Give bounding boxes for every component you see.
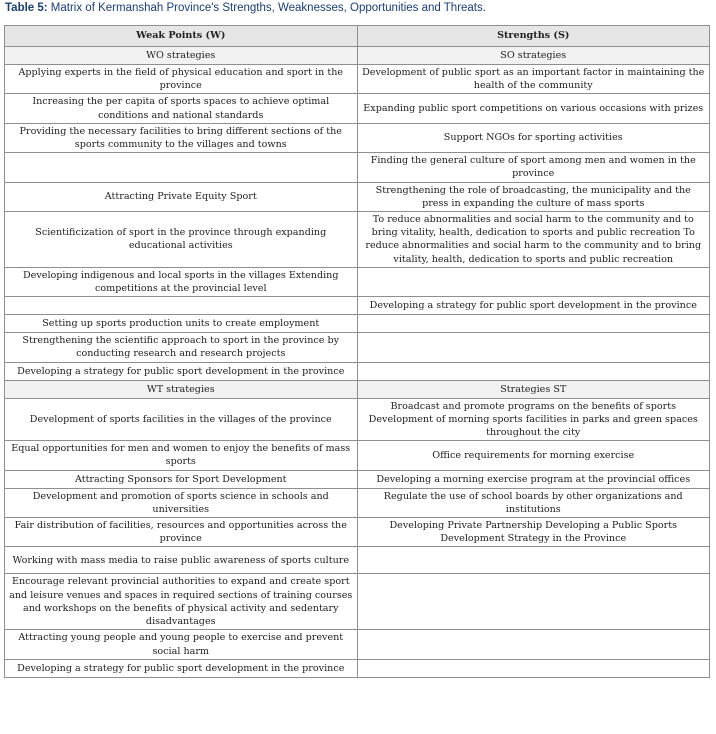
strength-cell: Developing Private Partnership Developing a Public Sports Development Strategy in the Province (357, 518, 710, 547)
strength-cell: Developing a morning exercise program at the provincial offices (357, 470, 710, 488)
strength-cell: Strategies ST (357, 380, 710, 398)
weak-point-cell: Fair distribution of facilities, resources and opportunities across the province (5, 518, 358, 547)
weak-point-cell: Attracting Private Equity Sport (5, 182, 358, 211)
weak-point-cell: Strengthening the scientific approach to sport in the province by conducting research and research projects (5, 333, 358, 362)
strength-cell (357, 659, 710, 677)
table-row (5, 470, 710, 488)
strength-cell: Regulate the use of school boards by other organizations and institutions (357, 488, 710, 517)
table-row (5, 123, 710, 152)
strength-cell (357, 574, 710, 630)
weak-point-cell: Attracting young people and young people to exercise and prevent social harm (5, 630, 358, 659)
weak-point-cell (5, 297, 358, 315)
table-body (5, 47, 710, 678)
weak-point-cell: Developing a strategy for public sport development in the province (5, 362, 358, 380)
table-row (5, 630, 710, 659)
strength-cell: Development of public sport as an important factor in maintaining the health of the community (357, 65, 710, 94)
table-row (5, 333, 710, 362)
table-row (5, 267, 710, 296)
weak-point-cell: Development of sports facilities in the villages of the province (5, 398, 358, 441)
table-row (5, 153, 710, 182)
weak-point-cell: Applying experts in the field of physical education and sport in the province (5, 65, 358, 94)
strength-cell: Developing a strategy for public sport development in the province (357, 297, 710, 315)
weak-point-cell: Setting up sports production units to create employment (5, 315, 358, 333)
strength-cell: Support NGOs for sporting activities (357, 123, 710, 152)
strength-cell (357, 267, 710, 296)
weak-point-cell: Development and promotion of sports science in schools and universities (5, 488, 358, 517)
caption-label: Table 5: (5, 2, 48, 14)
header-weak-points: Weak Points (W) (5, 26, 358, 47)
weak-point-cell: Scientificization of sport in the province through expanding educational activities (5, 212, 358, 268)
strength-cell (357, 315, 710, 333)
weak-point-cell (5, 153, 358, 182)
weak-point-cell: WT strategies (5, 380, 358, 398)
table-row (5, 659, 710, 677)
table-row (5, 182, 710, 211)
weak-point-cell: Developing indigenous and local sports in the villages Extending competitions at the provincial level (5, 267, 358, 296)
strength-cell (357, 333, 710, 362)
table-row (5, 315, 710, 333)
table-caption (5, 2, 486, 14)
strength-cell: Broadcast and promote programs on the benefits of sports Development of morning sports facilities in parks and green spaces throughout the city (357, 398, 710, 441)
weak-point-cell: Equal opportunities for men and women to enjoy the benefits of mass sports (5, 441, 358, 470)
table-row (5, 574, 710, 630)
strength-cell: Strengthening the role of broadcasting, the municipality and the press in expanding the culture of mass sports (357, 182, 710, 211)
strength-cell (357, 547, 710, 574)
strength-cell (357, 362, 710, 380)
table-row (5, 94, 710, 123)
weak-point-cell: Attracting Sponsors for Sport Development (5, 470, 358, 488)
header-row (5, 26, 710, 47)
section-row (5, 380, 710, 398)
table-row (5, 297, 710, 315)
header-strengths: Strengths (S) (357, 26, 710, 47)
weak-point-cell: Providing the necessary facilities to bring different sections of the sports community to the villages and towns (5, 123, 358, 152)
weak-point-cell: Working with mass media to raise public awareness of sports culture (5, 547, 358, 574)
table-row (5, 65, 710, 94)
strength-cell: To reduce abnormalities and social harm to the community and to bring vitality, health, dedication to sports and public recreation To reduce abnormalities and social harm to the community and to bring vitality, health, dedication to sports and public recreation (357, 212, 710, 268)
table-row (5, 212, 710, 268)
caption-text: Matrix of Kermanshah Province's Strengths, Weaknesses, Opportunities and Threats. (47, 2, 486, 14)
weak-point-cell: Developing a strategy for public sport development in the province (5, 659, 358, 677)
swot-matrix-table (4, 25, 710, 678)
table-row (5, 547, 710, 574)
strength-cell: Office requirements for morning exercise (357, 441, 710, 470)
table-row (5, 398, 710, 441)
strength-cell: Finding the general culture of sport among men and women in the province (357, 153, 710, 182)
strength-cell: Expanding public sport competitions on various occasions with prizes (357, 94, 710, 123)
table-row (5, 488, 710, 517)
table-row (5, 441, 710, 470)
table-row (5, 518, 710, 547)
strength-cell: SO strategies (357, 47, 710, 65)
strength-cell (357, 630, 710, 659)
table-row (5, 362, 710, 380)
weak-point-cell: Increasing the per capita of sports spaces to achieve optimal conditions and national standards (5, 94, 358, 123)
section-row (5, 47, 710, 65)
weak-point-cell: WO strategies (5, 47, 358, 65)
weak-point-cell: Encourage relevant provincial authorities to expand and create sport and leisure venues and spaces in required sections of training courses and workshops on the benefits of physical activity and sedentary disadvantages (5, 574, 358, 630)
